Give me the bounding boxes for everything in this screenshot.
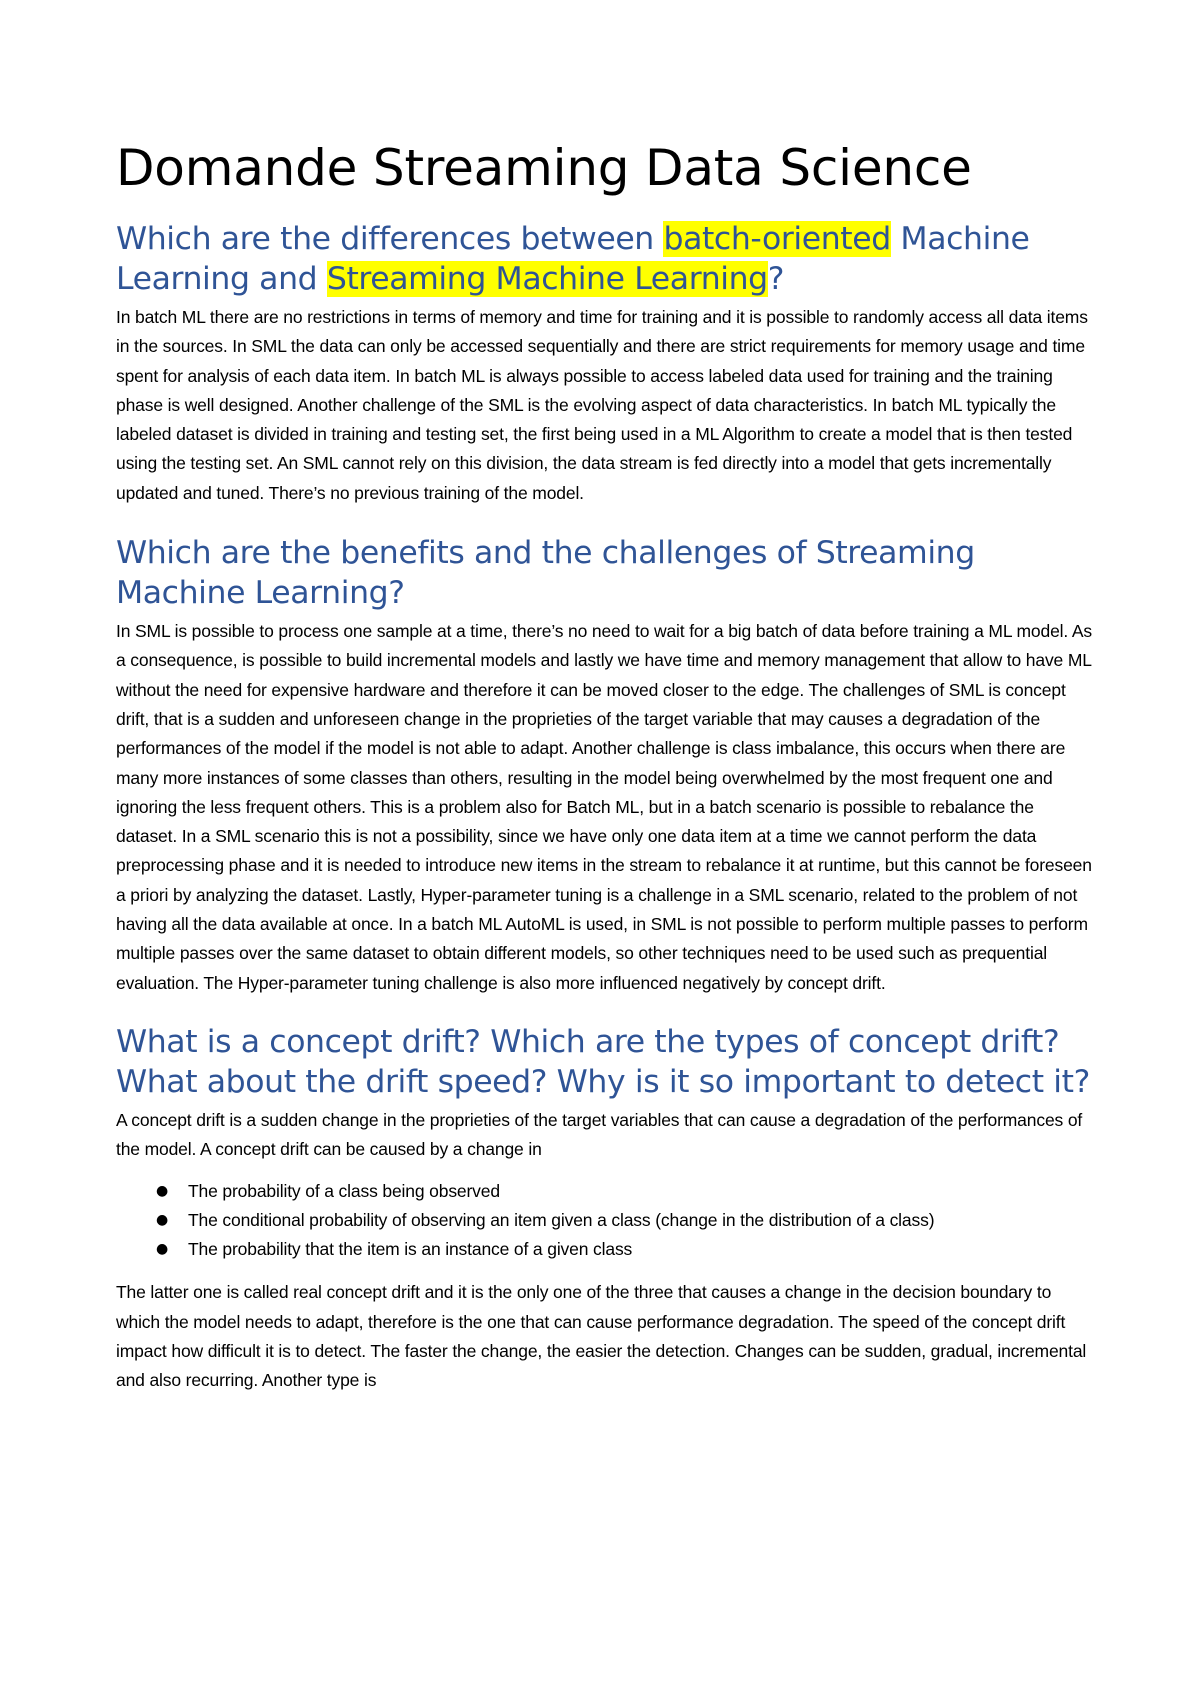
section-paragraph: In batch ML there are no restrictions in terms of memory and time for training and it is possible to randomly access all data items in the sources. In SML the data can only be accessed sequentially and there are strict requirements for memory usage and time spent for analysis of each data item. In batch ML is always possible to access labeled data used for training and the training phase is well designed. Another challenge of the SML is the evolving aspect of data characteristics. In batch ML typically the labeled dataset is divided in training and testing set, the first being used in a ML Algorithm to create a model that is then tested using the testing set. An SML cannot rely on this division, the data stream is fed directly into a model that gets incrementally updated and tuned. There’s no previous training of the model. <box>116 307 1088 503</box>
section-heading: What is a concept drift? Which are the types of concept drift? What about the drift speed? Why is it so important to detect it? <box>116 1023 1090 1100</box>
section-heading: Which are the benefits and the challenges of Streaming Machine Learning? <box>116 535 975 612</box>
list-item: ● The probability that the item is an instance of a given class <box>156 1235 1098 1264</box>
heading-text: ? <box>767 261 785 297</box>
highlighted-text: Streaming Machine Learning <box>326 261 768 297</box>
section-paragraph: The latter one is called real concept drift and it is the only one of the three that causes a change in the decision boundary to which the model needs to adapt, therefore is the one that can cause performance degradation. The speed of the concept drift impact how difficult it is to detect. The faster the change, the easier the detection. Changes can be sudden, gradual, incremental and also recurring. Another type is <box>116 1282 1087 1391</box>
list-item: ● The conditional probability of observing an item given a class (change in the distribution of a class) <box>156 1206 1098 1235</box>
section-batch-vs-streaming <box>116 219 1098 508</box>
section-paragraph: A concept drift is a sudden change in the proprieties of the target variables that can cause a degradation of the performances of the model. A concept drift can be caused by a change in <box>116 1109 1083 1160</box>
bullet-icon: ● <box>156 1182 169 1199</box>
section-paragraph: In SML is possible to process one sample at a time, there’s no need to wait for a big batch of data before training a ML model. As a consequence, is possible to build incremental models and lastly we have time and memory management that allow to have ML without the need for expensive hardware and therefore it can be moved closer to the edge. The challenges of SML is concept drift, that is a sudden and unforeseen change in the proprieties of the target variable that may causes a degradation of the performances of the model if the model is not able to adapt. Another challenge is class imbalance, this occurs when there are many more instances of some classes than others, resulting in the model being overwhelmed by the most frequent one and ignoring the less frequent others. This is a problem also for Batch ML, but in a batch scenario is possible to rebalance the dataset. In a SML scenario this is not a possibility, since we have only one data item at a time we cannot perform the data preprocessing phase and it is needed to introduce new items in the stream to rebalance it at runtime, but this cannot be foreseen a priori by analyzing the dataset. Lastly, Hyper-parameter tuning is a challenge in a SML scenario, related to the problem of not having all the data available at once. In a batch ML AutoML is used, in SML is not possible to perform multiple passes to perform multiple passes over the same dataset to obtain different models, so other techniques need to be used such as prequential evaluation. The Hyper-parameter tuning challenge is also more influenced negatively by concept drift. <box>116 621 1092 993</box>
bullet-icon: ● <box>156 1241 169 1258</box>
bullet-icon: ● <box>156 1211 169 1228</box>
heading-text: Machine Learning and <box>116 221 1030 297</box>
highlighted-text: batch-oriented <box>663 221 891 257</box>
section-heading <box>116 219 1098 299</box>
bullet-list <box>116 1177 1098 1265</box>
section-concept-drift <box>116 1022 1098 1396</box>
list-item: ● The probability of a class being observed <box>156 1177 1098 1206</box>
section-benefits-challenges <box>116 533 1098 998</box>
document-page <box>116 138 1098 1421</box>
heading-text: Which are the differences between <box>116 221 664 257</box>
document-title: Domande Streaming Data Science <box>116 139 972 197</box>
